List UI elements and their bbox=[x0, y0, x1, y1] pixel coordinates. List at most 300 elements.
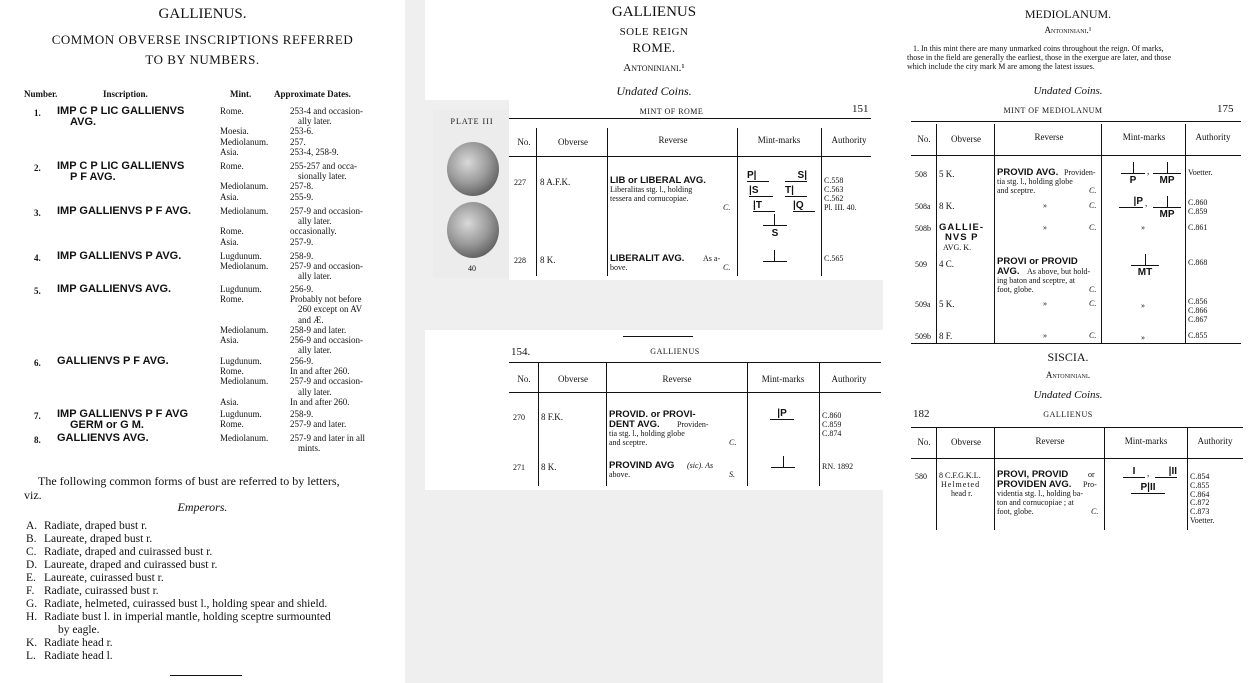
col-line bbox=[994, 428, 995, 530]
mint-name: Lugdunum. bbox=[220, 251, 262, 261]
row-509-reverse-text: As above, but hold- bbox=[1027, 267, 1091, 276]
bust-letter: L. bbox=[26, 650, 36, 662]
bust-intro-2: viz. bbox=[24, 488, 42, 502]
col-line bbox=[1185, 124, 1186, 344]
page-182: 182 bbox=[913, 408, 930, 420]
bust-description: Laureate, cuirassed bust r. bbox=[44, 572, 164, 584]
row-270-reverse-text-2: tia stg. l., holding globe bbox=[609, 429, 685, 438]
antoniniani-heading: Antoniniani.¹ bbox=[623, 62, 685, 74]
mint-name: Rome. bbox=[220, 226, 244, 237]
row-508-reverse-ref: C. bbox=[1089, 186, 1097, 195]
row-509b-no: 509b bbox=[915, 332, 931, 341]
col-line bbox=[936, 124, 937, 344]
end-rule bbox=[170, 675, 242, 676]
mm-ii-580: II bbox=[1171, 466, 1177, 477]
row-270-reverse-legend: PROVID. or PROVI- bbox=[609, 409, 696, 420]
mint-name: Mediolanum. bbox=[220, 376, 269, 387]
mint-name: Asia. bbox=[220, 146, 239, 157]
mm-mp-508a: MP bbox=[1159, 209, 1175, 220]
mint-name: Mediolanum. bbox=[220, 181, 269, 192]
mint-name: Rome. bbox=[220, 294, 244, 305]
siscia-antoniniani: Antoniniani. bbox=[1045, 370, 1091, 380]
mm-p-508: P bbox=[1129, 175, 1137, 186]
row-271-reverse-text: (sic). As bbox=[687, 461, 714, 470]
row-509-no: 509 bbox=[915, 260, 927, 269]
row-227-auth-4: Pl. III. 40. bbox=[824, 203, 857, 212]
row-508b-auth-1: C.861 bbox=[1188, 223, 1208, 232]
mint-date: 256-9. bbox=[290, 356, 314, 366]
mint-name: Mediolanum. bbox=[220, 261, 269, 272]
siscia-authority-entry: C.873 bbox=[1190, 507, 1210, 517]
header-rule bbox=[509, 156, 871, 157]
row-508b-reverse-ref: C. bbox=[1089, 223, 1097, 232]
inscription-legend: IMP GALLIENVS P F AVG bbox=[57, 408, 189, 420]
row-227-auth-1: C.558 bbox=[824, 176, 844, 185]
row-509a-reverse-ref: C. bbox=[1089, 299, 1097, 308]
siscia-title: SISCIA. bbox=[1047, 350, 1089, 364]
row-580-obverse: 8 C.F.G.K.L. bbox=[939, 471, 981, 480]
row-580-reverse-legend: PROVI, PROVID bbox=[997, 469, 1069, 480]
row-228-reverse-text-2: bove. bbox=[610, 263, 628, 272]
mm-ii2-580: II bbox=[1149, 482, 1156, 493]
row-508-auth-1: Voetter. bbox=[1188, 168, 1213, 177]
row-509a-auth-1: C.856 bbox=[1188, 297, 1208, 306]
mint-name: Asia. bbox=[220, 396, 239, 407]
mediolanum-undated: Undated Coins. bbox=[1033, 85, 1103, 97]
plate-number: 40 bbox=[468, 264, 476, 273]
r-col-no: No. bbox=[917, 134, 931, 144]
inscription-number: 7. bbox=[34, 411, 41, 421]
s-col-mintmarks: Mint-marks bbox=[1124, 436, 1168, 446]
row-509-reverse-ref: C. bbox=[1089, 285, 1097, 294]
row-509b-mintmark: » bbox=[1141, 333, 1145, 342]
mint-date: 255-257 and occa- bbox=[290, 161, 357, 171]
mm-mp-508: MP bbox=[1159, 175, 1175, 186]
row-271-obverse: 8 K. bbox=[541, 462, 557, 472]
bust-description: Radiate head r. bbox=[44, 637, 113, 649]
mint-name: Rome. bbox=[220, 106, 244, 116]
row-508b-obverse-legend-2: NVS P bbox=[945, 232, 979, 243]
mint-date-cont: mints. bbox=[298, 443, 321, 454]
row-270-auth-2: C.859 bbox=[822, 420, 842, 429]
row-271-auth-1: RN. 1892 bbox=[822, 462, 854, 471]
page-154-card bbox=[425, 330, 883, 490]
col-line bbox=[607, 128, 608, 276]
mm-t2: T bbox=[755, 200, 762, 211]
row-227-auth-3: C.562 bbox=[824, 194, 844, 203]
row-509b-obverse: 8 F. bbox=[939, 331, 953, 341]
bust-letter: E. bbox=[26, 572, 36, 584]
row-227-no: 227 bbox=[514, 178, 526, 187]
row-228-obverse: 8 K. bbox=[540, 255, 556, 265]
mm-i-580: I bbox=[1132, 466, 1136, 477]
row-270-reverse-text: Providen- bbox=[677, 420, 709, 429]
row-509-auth-1: C.868 bbox=[1188, 258, 1208, 267]
mint-date: occasionally. bbox=[290, 226, 337, 237]
mint-date: 257-9 and later in all bbox=[290, 433, 365, 443]
footnote-line-1: 1. In this mint there are many unmarked coins throughout the reign. Of marks, bbox=[913, 44, 1164, 53]
mint-date: 257-8. bbox=[290, 181, 314, 192]
inscription-legend: IMP C P LIC GALLIENVS bbox=[57, 160, 185, 172]
row-227-auth-2: C.563 bbox=[824, 185, 844, 194]
row-227-obverse: 8 A.F.K. bbox=[540, 177, 571, 187]
col-authority-2: Authority bbox=[831, 374, 867, 384]
row-270-obverse: 8 F.K. bbox=[541, 412, 564, 422]
row-227-reverse-text: Liberalitas stg. l., holding bbox=[610, 185, 693, 194]
bust-letter: G. bbox=[26, 598, 38, 610]
row-508-reverse-text-2: tia stg. l., holding globe bbox=[997, 177, 1073, 186]
inscription-number: 4. bbox=[34, 253, 41, 263]
header-rule bbox=[911, 155, 1241, 156]
s-col-reverse: Reverse bbox=[1035, 436, 1065, 446]
inscription-legend-2: GERM or G M. bbox=[70, 419, 144, 431]
left-title: GALLIENUS. bbox=[158, 6, 247, 22]
row-509-reverse-text-3: foot, globe. bbox=[997, 285, 1034, 294]
row-580-obverse-2: Helmeted bbox=[941, 480, 981, 489]
inscription-number: 3. bbox=[34, 208, 41, 218]
table-top-rule bbox=[509, 118, 871, 119]
mint-name: Mediolanum. bbox=[220, 136, 269, 147]
bust-description: Radiate, cuirassed bust r. bbox=[44, 585, 159, 597]
row-509b-reverse-text: » bbox=[1043, 331, 1047, 340]
header-inscription: Inscription. bbox=[103, 89, 148, 99]
mint-date: 257-9 and occasion- bbox=[290, 376, 363, 387]
row-270-mintmark: |P bbox=[770, 408, 794, 420]
mint-date: In and after 260. bbox=[290, 366, 350, 377]
header-rule bbox=[509, 392, 881, 393]
s-col-obverse: Obverse bbox=[951, 437, 981, 447]
row-270-reverse-legend-2: DENT AVG. bbox=[609, 419, 660, 430]
mint-name: Asia. bbox=[220, 236, 239, 247]
col-authority: Authority bbox=[831, 135, 867, 145]
mm-p-270: P bbox=[780, 408, 787, 419]
bust-letter: C. bbox=[26, 546, 37, 558]
mint-date: 258-9. bbox=[290, 251, 314, 261]
r-col-mintmarks: Mint-marks bbox=[1122, 132, 1166, 142]
row-270-auth-1: C.860 bbox=[822, 411, 842, 420]
inscription-number: 8. bbox=[34, 435, 41, 445]
s-col-no: No. bbox=[917, 437, 931, 447]
row-508a-auth-2: C.859 bbox=[1188, 207, 1208, 216]
bust-letter: B. bbox=[26, 533, 37, 545]
row-508-reverse-text-3: and sceptre. bbox=[997, 186, 1036, 195]
inscription-number: 1. bbox=[34, 108, 41, 118]
mm-p: P bbox=[747, 170, 754, 181]
col-line bbox=[819, 362, 820, 486]
col-reverse: Reverse bbox=[658, 135, 688, 145]
row-509-obverse: 4 C. bbox=[939, 259, 955, 269]
inscription-legend: IMP GALLIENVS P F AVG. bbox=[57, 205, 192, 217]
mint-date-cont: ally later. bbox=[298, 271, 332, 282]
row-508-reverse-legend: PROVID AVG. bbox=[997, 167, 1059, 178]
separator-rule bbox=[623, 336, 693, 337]
mint-name: Rome. bbox=[220, 366, 244, 377]
right-page: MEDIOLANUM. Antoniniani.¹ 1. In this mint there are many unmarked coins throughout the reign. Of marks, those in the field are generally the earliest, those in the exergue are later, and those which include the city mark M are among the latest issues. Undated Coins. MINT OF MEDIOLANUM 175 No. Obverse Reverse Mint-marks Authority 508 5 K. PROVID AVG. Providen- tia stg. l., holding globe and sceptre. C. P , MP Voetter. 508a 8 K. » C. |P , MP C.860 C.859 508b GALLIE- NVS P AVG. K. » C. » C.861 509 4 C. PROVI or PROVID AVG. As above, but hold- ing baton and sceptre, at foot, globe. C. MT C.868 509a 5 K. » C. » C.856 C.866 C.867 509b 8 F. » C. » C.855 SISCIA. Antoniniani. Undated Coins. 182 GALLIENUS No. Obverse Reverse Mint-marks Authority 580 8 C.F.G.K.L. Helmeted head r. PROVI, PROVID or PROVIDEN AVG. Pro- videntia stg. l., holding ba- ton and cornucopiae ; at foot, globe. C. I , |II P|II C.854 C.855 C.864 C.872 C.873 Voetter. bbox=[883, 0, 1253, 683]
mm-s-exergue: S bbox=[771, 228, 779, 239]
left-subtitle-2: TO BY NUMBERS. bbox=[145, 52, 260, 67]
mint-name: Moesia. bbox=[220, 126, 249, 137]
coin-reverse-image bbox=[447, 202, 499, 258]
col-line bbox=[606, 362, 607, 486]
row-509-reverse-legend: PROVI or PROVID bbox=[997, 256, 1078, 267]
row-227-reverse-legend: LIB or LIBERAL AVG. bbox=[610, 175, 706, 186]
mint-date-cont: ally later. bbox=[298, 386, 332, 397]
col-line bbox=[936, 428, 937, 530]
mint-date-cont: sionally later. bbox=[298, 171, 347, 182]
row-508b-mintmark: » bbox=[1141, 223, 1145, 232]
mm-s: S bbox=[797, 170, 805, 181]
mint-date-cont: ally later. bbox=[298, 216, 332, 227]
inscription-legend-2: P F AVG. bbox=[70, 171, 116, 183]
row-228-reverse-ref: C. bbox=[723, 263, 731, 272]
inscription-legend-2: AVG. bbox=[70, 116, 97, 128]
rome-heading: ROME. bbox=[632, 40, 676, 55]
r-col-obverse: Obverse bbox=[951, 134, 981, 144]
col-obverse-2: Obverse bbox=[558, 374, 588, 384]
coin-obverse-image bbox=[447, 142, 499, 196]
col-line bbox=[536, 128, 537, 276]
header-number: Number. bbox=[24, 89, 58, 99]
mint-name: Lugdunum. bbox=[220, 284, 262, 294]
row-509b-auth-1: C.855 bbox=[1188, 331, 1208, 340]
row-508-obverse: 5 K. bbox=[939, 169, 955, 179]
row-509-reverse-text-2: ing baton and sceptre, at bbox=[997, 276, 1075, 285]
mint-name: Mediolanum. bbox=[220, 206, 269, 216]
s-col-authority: Authority bbox=[1197, 436, 1233, 446]
left-page bbox=[0, 0, 405, 683]
row-271-reverse-ref: S. bbox=[729, 470, 735, 479]
row-227-reverse-ref: C. bbox=[723, 203, 731, 212]
row-580-reverse-ref: C. bbox=[1091, 507, 1099, 516]
mint-date: 258-9. bbox=[290, 409, 314, 419]
bust-letter: H. bbox=[26, 611, 38, 623]
page-151: 151 bbox=[852, 103, 869, 115]
mint-date-cont: and Æ. bbox=[298, 314, 324, 325]
running-head-154: GALLIENUS bbox=[650, 347, 700, 356]
col-no: No. bbox=[517, 137, 531, 147]
mint-date-cont: 260 except on AV bbox=[298, 304, 363, 315]
r-col-reverse: Reverse bbox=[1034, 132, 1064, 142]
bust-description: Radiate head l. bbox=[44, 650, 113, 662]
plate-label: PLATE III bbox=[450, 117, 494, 126]
col-line bbox=[1187, 428, 1188, 530]
siscia-undated: Undated Coins. bbox=[1033, 389, 1103, 401]
middle-page bbox=[405, 0, 883, 683]
mint-date: 257-9 and occasion- bbox=[290, 261, 363, 272]
row-509a-mintmark: » bbox=[1141, 301, 1145, 310]
header-rule bbox=[911, 458, 1243, 459]
siscia-authority-entry: Voetter. bbox=[1190, 516, 1215, 525]
footnote-line-3: which include the city mark M are among the latest issues. bbox=[907, 62, 1095, 71]
mint-of-rome: MINT OF ROME bbox=[639, 107, 704, 116]
siscia-authority-entry: C.855 bbox=[1190, 480, 1210, 490]
col-line bbox=[1104, 428, 1105, 530]
header-mint: Mint. bbox=[230, 89, 252, 99]
row-509a-auth-3: C.867 bbox=[1188, 315, 1208, 324]
row-580-reverse-text-4: foot, globe. bbox=[997, 507, 1034, 516]
row-580-obverse-3: head r. bbox=[951, 489, 973, 498]
row-271-reverse-text-2: above. bbox=[609, 470, 631, 479]
mint-name: Asia. bbox=[220, 335, 239, 345]
mm-p-508a: P bbox=[1136, 196, 1143, 207]
mint-date: 257-9. bbox=[290, 236, 314, 247]
mint-date: 255-9. bbox=[290, 191, 314, 202]
col-line bbox=[538, 362, 539, 486]
row-580-no: 580 bbox=[915, 472, 927, 481]
inscription-legend: IMP GALLIENVS AVG. bbox=[57, 283, 172, 295]
row-270-no: 270 bbox=[513, 413, 525, 422]
bust-description: Radiate, draped bust r. bbox=[44, 520, 148, 532]
table-top-rule bbox=[911, 427, 1243, 428]
row-508a-obverse: 8 K. bbox=[939, 201, 955, 211]
row-228-auth-1: C.565 bbox=[824, 254, 844, 263]
inscription-number: 5. bbox=[34, 286, 41, 296]
rome-table-card: MINT OF ROME 151 No. Obverse Reverse Mint-marks Authority 227 8 A.F.K. LIB or LIBERAL AVG. Liberalitas stg. l., holding tessera and cornucopiae. C. P| S| |S T| |T |Q S C.558 C.563 C.562 Pl. III. 40. 228 8 K. LIBERALIT AVG. As a- bove. C. C.565 bbox=[509, 100, 883, 280]
sole-reign: SOLE REIGN bbox=[619, 26, 689, 38]
row-228-reverse-legend: LIBERALIT AVG. bbox=[610, 253, 685, 264]
siscia-running-head: GALLIENUS bbox=[1043, 410, 1093, 419]
bust-letter: F. bbox=[26, 585, 35, 597]
row-508a-auth-1: C.860 bbox=[1188, 198, 1208, 207]
bust-description: Radiate, helmeted, cuirassed bust l., holding spear and shield. bbox=[44, 598, 328, 610]
row-580-reverse-legend-2: PROVIDEN AVG. bbox=[997, 479, 1072, 490]
row-509b-reverse-ref: C. bbox=[1089, 331, 1097, 340]
siscia-authority-entry: C.864 bbox=[1190, 489, 1210, 499]
row-580-reverse-text: Pro- bbox=[1083, 480, 1097, 489]
middle-header-card bbox=[425, 0, 883, 100]
row-228-no: 228 bbox=[514, 256, 526, 265]
bust-description: Laureate, draped bust r. bbox=[44, 533, 153, 545]
row-508a-no: 508a bbox=[915, 202, 931, 211]
table-top-rule bbox=[509, 362, 881, 363]
left-subtitle-1: COMMON OBVERSE INSCRIPTIONS REFERRED bbox=[51, 32, 354, 47]
mediolanum-title: MEDIOLANUM. bbox=[1024, 7, 1112, 21]
row-508a-reverse-ref: C. bbox=[1089, 201, 1097, 210]
plate-image bbox=[433, 110, 511, 278]
bust-description: Radiate, draped and cuirassed bust r. bbox=[44, 546, 213, 558]
col-mintmarks: Mint-marks bbox=[757, 135, 801, 145]
mint-name: Asia. bbox=[220, 191, 239, 202]
col-line bbox=[1101, 124, 1102, 344]
mint-name: Lugdunum. bbox=[220, 356, 262, 366]
middle-title: GALLIENUS bbox=[611, 4, 697, 20]
r-col-authority: Authority bbox=[1195, 132, 1231, 142]
bust-description-cont: by eagle. bbox=[58, 624, 100, 636]
bust-letter: D. bbox=[26, 559, 38, 571]
mint-date-cont: ally later. bbox=[298, 345, 332, 356]
row-508-reverse-text: Providen- bbox=[1064, 168, 1096, 177]
bust-letter: A. bbox=[26, 520, 38, 532]
row-580-reverse-text-3: ton and cornucopiae ; at bbox=[997, 498, 1074, 507]
mint-date: 256-9. bbox=[290, 284, 314, 294]
row-227-reverse-text-2: tessera and cornucopiae. bbox=[610, 194, 689, 203]
page-175: 175 bbox=[1217, 103, 1234, 115]
inscription-number: 2. bbox=[34, 163, 41, 173]
row-508b-obverse-legend: GALLIE- bbox=[939, 222, 984, 233]
row-509a-auth-2: C.866 bbox=[1188, 306, 1208, 315]
mint-name: Lugdunum. bbox=[220, 409, 262, 419]
mint-date: 258-9 and later. bbox=[290, 324, 347, 335]
row-271-no: 271 bbox=[513, 463, 525, 472]
row-270-reverse-ref: C. bbox=[729, 438, 737, 447]
row-228-reverse-text: As a- bbox=[703, 254, 721, 263]
undated-heading: Undated Coins. bbox=[616, 84, 692, 98]
mint-date: In and after 260. bbox=[290, 396, 350, 407]
row-580-reverse-or: or bbox=[1088, 470, 1095, 479]
mint-date: 256-9 and occasion- bbox=[290, 335, 363, 345]
inscription-legend: IMP GALLIENVS P AVG. bbox=[57, 250, 182, 262]
mint-date: 253-4, 258-9. bbox=[290, 146, 339, 157]
mint-date: 253-4 and occasion- bbox=[290, 106, 363, 116]
mint-date: Probably not before bbox=[290, 294, 362, 305]
row-508b-no: 508b bbox=[915, 224, 931, 233]
row-270-auth-3: C.874 bbox=[822, 429, 842, 438]
row-509a-reverse-text: » bbox=[1043, 299, 1047, 308]
bust-letter: K. bbox=[26, 637, 38, 649]
col-line bbox=[994, 124, 995, 344]
col-reverse-2: Reverse bbox=[662, 374, 692, 384]
mint-of-mediolanum: MINT OF MEDIOLANUM bbox=[1003, 106, 1103, 115]
row-508a-reverse-text: » bbox=[1043, 201, 1047, 210]
col-line bbox=[821, 128, 822, 276]
mint-name: Rome. bbox=[220, 161, 244, 171]
mm-q: Q bbox=[795, 200, 804, 211]
table-bottom-rule bbox=[911, 343, 1241, 344]
header-dates: Approximate Dates. bbox=[274, 89, 351, 99]
row-509a-obverse: 5 K. bbox=[939, 299, 955, 309]
bust-description: Radiate bust l. in imperial mantle, holding sceptre surmounted bbox=[44, 611, 331, 623]
inscription-legend: GALLIENVS P F AVG. bbox=[57, 355, 169, 367]
mint-date: 257-9 and occasion- bbox=[290, 206, 363, 216]
mint-date-cont: ally later. bbox=[298, 116, 332, 127]
inscription-legend: IMP C P LIC GALLIENVS bbox=[57, 105, 185, 117]
row-580-reverse-text-2: videntia stg. l., holding ba- bbox=[997, 489, 1083, 498]
mint-name: Rome. bbox=[220, 419, 244, 430]
row-270-reverse-text-3: and sceptre. bbox=[609, 438, 648, 447]
mint-date: 257. bbox=[290, 136, 306, 147]
inscription-number: 6. bbox=[34, 358, 41, 368]
emperors-heading: Emperors. bbox=[177, 500, 228, 514]
row-508-no: 508 bbox=[915, 170, 927, 179]
col-line bbox=[737, 128, 738, 276]
mm-t: T bbox=[785, 185, 792, 196]
row-509-reverse-legend-2: AVG. bbox=[997, 266, 1020, 277]
row-508b-obverse-3: AVG. K. bbox=[943, 243, 972, 252]
mint-date: 253-6. bbox=[290, 126, 314, 137]
siscia-authority-entry: C.872 bbox=[1190, 498, 1210, 508]
row-271-mintmark-line bbox=[771, 467, 795, 468]
row-228-mintmark-line bbox=[763, 261, 787, 262]
col-no-2: No. bbox=[517, 374, 531, 384]
mint-name: Mediolanum. bbox=[220, 433, 269, 443]
mint-date: 257-9 and later. bbox=[290, 419, 347, 430]
bust-description: Laureate, draped and cuirassed bust r. bbox=[44, 559, 218, 571]
footnote-line-2: those in the field are generally the earliest, those in the exergue are later, and those bbox=[907, 53, 1172, 62]
mediolanum-antoniniani: Antoniniani.¹ bbox=[1044, 25, 1092, 35]
page-154: 154. bbox=[511, 346, 531, 358]
row-271-reverse-legend: PROVIND AVG bbox=[609, 460, 675, 471]
bust-intro-1: The following common forms of bust are referred to by letters, bbox=[38, 474, 340, 488]
col-mintmarks-2: Mint-marks bbox=[761, 374, 805, 384]
inscription-legend: GALLIENVS AVG. bbox=[57, 432, 149, 444]
col-obverse: Obverse bbox=[558, 137, 588, 147]
mint-name: Mediolanum. bbox=[220, 324, 269, 335]
table-top-rule bbox=[911, 121, 1241, 122]
mm-s2: S bbox=[751, 185, 759, 196]
col-line bbox=[747, 362, 748, 486]
mm-mt-509: MT bbox=[1137, 267, 1153, 278]
mm-p-580: P bbox=[1140, 482, 1148, 493]
